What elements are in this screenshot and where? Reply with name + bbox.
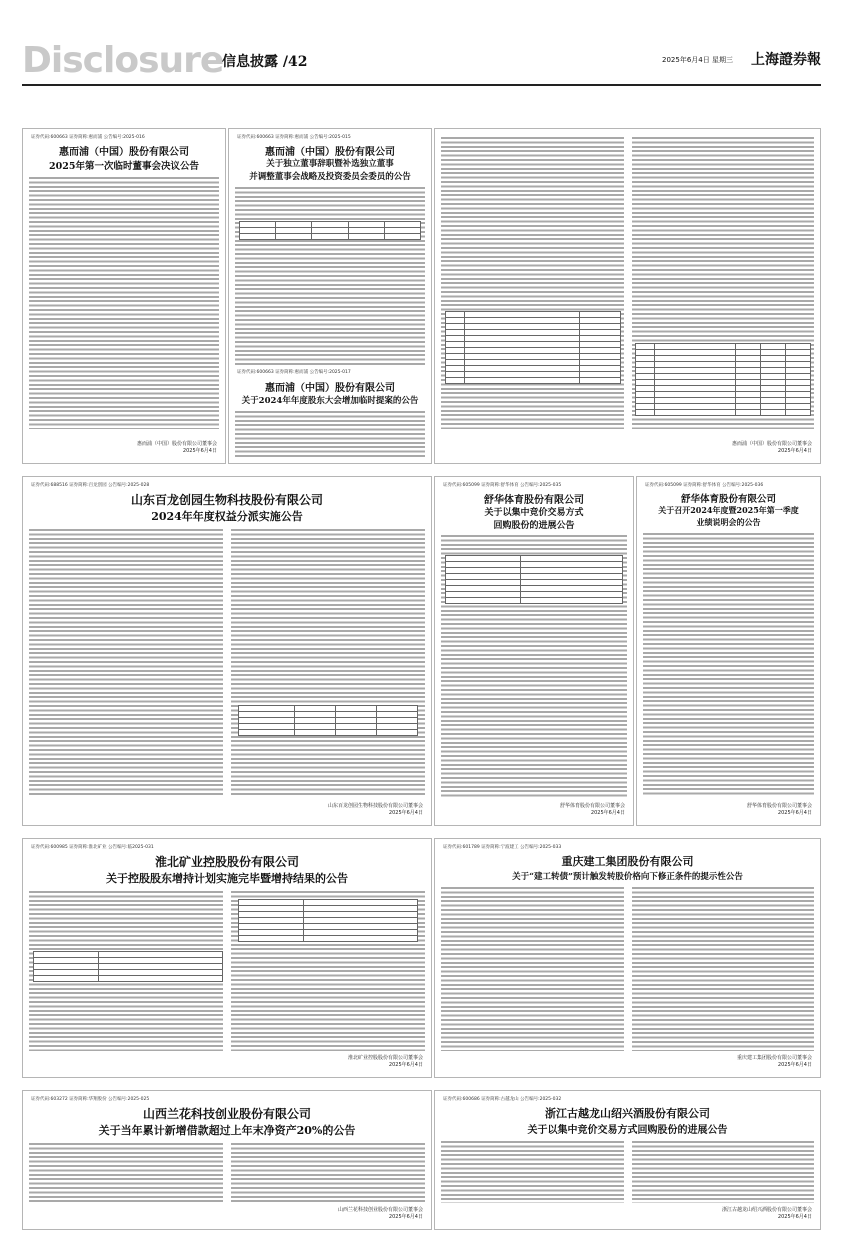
agm-proposal-table	[445, 311, 621, 384]
notice-title-line-2: 关于独立董事辞职暨补选独立董事	[266, 159, 394, 169]
dividend-table	[238, 705, 418, 736]
proxy-proposal-table	[635, 343, 811, 416]
notice-title-line-2: 关于当年累计新增借款超过上年末净资产20%的公告	[98, 1124, 356, 1137]
notice-signature: 重庆建工集团股份有限公司董事会 2025年6月4日	[736, 1055, 812, 1068]
notice-code: 证券代码:605099 证券简称:舒华体育 公告编号:2025-035	[443, 483, 562, 488]
notice-title-line-1: 浙江古越龙山绍兴酒股份有限公司	[545, 1107, 710, 1120]
notice-whirlpool-independent-director	[228, 128, 432, 464]
notice-title-line-2: 关于以集中竞价交易方式	[484, 508, 584, 518]
notice-body	[235, 187, 425, 365]
notice-chongqing-construction-bond	[434, 838, 821, 1078]
notice-lanhua-borrowing	[22, 1090, 432, 1230]
masthead: Disclosure	[22, 40, 224, 81]
notice-code-b: 证券代码:600663 证券简称:惠而浦 公告编号:2025-017	[237, 370, 351, 375]
notice-title-line-2: 关于控股股东增持计划实施完毕暨增持结果的公告	[106, 872, 348, 885]
notice-body	[441, 887, 814, 1051]
notice-whirlpool-agm-continuation	[434, 128, 821, 464]
notice-code: 证券代码:601789 证券简称:宁波建工 公告编号:2025-033	[443, 845, 562, 850]
notice-guyue-buyback-progress	[434, 1090, 821, 1230]
issue-date: 2025年6月4日 星期三	[662, 56, 733, 64]
notice-b-body	[235, 411, 425, 457]
notice-title-line-2: 关于“建工转债”预计触发转股价格向下修正条件的提示性公告	[512, 872, 743, 882]
notice-code: 证券代码:600663 证券简称:惠而浦 公告编号:2025-015	[237, 135, 351, 140]
notice-signature: 山东百龙创园生物科技股份有限公司董事会 2025年6月4日	[327, 803, 423, 816]
notice-code: 证券代码:600686 证券简称:古越龙山 公告编号:2025-032	[443, 1097, 562, 1102]
notice-body	[29, 529, 425, 797]
section-title: 信息披露 /42	[222, 54, 308, 70]
notice-huaibei-mining-shareholding	[22, 838, 432, 1078]
notice-title-line-2: 关于召开2024年度暨2025年第一季度	[658, 505, 799, 515]
notice-signature: 浙江古越龙山绍兴酒股份有限公司董事会 2025年6月4日	[721, 1207, 812, 1220]
notice-title-line-1: 舒华体育股份有限公司	[680, 494, 776, 505]
increase-plan-table	[238, 899, 418, 942]
page-header	[22, 40, 821, 82]
notice-shuhua-buyback-progress	[434, 476, 634, 826]
notice-code: 证券代码:600663 证券简称:惠而浦 公告编号:2025-016	[31, 135, 145, 140]
notice-b-title-line-2: 关于2024年年度股东大会增加临时提案的公告	[241, 396, 419, 406]
notice-title-line-1: 舒华体育股份有限公司	[484, 495, 584, 506]
notice-code: 证券代码:603272 证券简称:华翔股份 公告编号:2025-025	[31, 1097, 150, 1102]
notice-body	[29, 1143, 425, 1203]
notice-code: 证券代码:605099 证券简称:舒华体育 公告编号:2025-036	[645, 483, 764, 488]
notice-signature: 山西兰花科技创业股份有限公司董事会 2025年6月4日	[337, 1207, 423, 1220]
notice-title-line-2: 2024年年度权益分派实施公告	[151, 510, 303, 523]
notice-title-line-2: 关于以集中竞价交易方式回购股份的进展公告	[527, 1125, 728, 1136]
notice-title-line-3: 并调整董事会战略及投资委员会委员的公告	[249, 172, 411, 182]
notice-body	[643, 533, 814, 797]
notice-code: 证券代码:688516 证券简称:百龙创园 公告编号:2025-028	[31, 483, 150, 488]
paper-name: 上海證券報	[751, 52, 821, 68]
director-table	[239, 221, 421, 240]
notice-title-line-1: 淮北矿业控股股份有限公司	[154, 855, 299, 869]
notice-signature: 舒华体育股份有限公司董事会 2025年6月4日	[746, 803, 812, 816]
notice-shuhua-earnings-call	[636, 476, 821, 826]
notice-title-line-1: 山西兰花科技创业股份有限公司	[142, 1107, 311, 1121]
notice-title-line-1: 山东百龙创园生物科技股份有限公司	[130, 493, 323, 507]
notice-whirlpool-board-resolution	[22, 128, 226, 464]
notice-signature: 淮北矿业控股股份有限公司董事会 2025年6月4日	[347, 1055, 423, 1068]
notice-signature: 舒华体育股份有限公司董事会 2025年6月4日	[559, 803, 625, 816]
notice-signature: 惠而浦（中国）股份有限公司董事会 2025年6月4日	[731, 441, 812, 454]
notice-body	[441, 1141, 814, 1203]
notice-title-line-3: 业绩说明会的公告	[696, 517, 761, 527]
shareholding-table	[33, 951, 223, 982]
notice-title-line-2: 2025年第一次临时董事会决议公告	[49, 161, 199, 172]
header-rule	[22, 84, 821, 86]
buyback-table	[445, 555, 623, 604]
notice-b-title-line-1: 惠而浦（中国）股份有限公司	[265, 383, 395, 394]
notice-title-line-3: 回购股份的进展公告	[493, 521, 575, 531]
notice-title-line-1: 惠而浦（中国）股份有限公司	[59, 147, 189, 158]
notice-title-line-1: 惠而浦（中国）股份有限公司	[265, 147, 395, 158]
notice-body	[29, 177, 219, 429]
notice-title-line-1: 重庆建工集团股份有限公司	[561, 855, 694, 868]
notice-signature: 惠而浦（中国）股份有限公司董事会 2025年6月4日	[136, 441, 217, 454]
notice-code: 证券代码:600985 证券简称:淮北矿业 公告编号:临2025-031	[31, 845, 154, 850]
notice-bailong-dividend	[22, 476, 432, 826]
